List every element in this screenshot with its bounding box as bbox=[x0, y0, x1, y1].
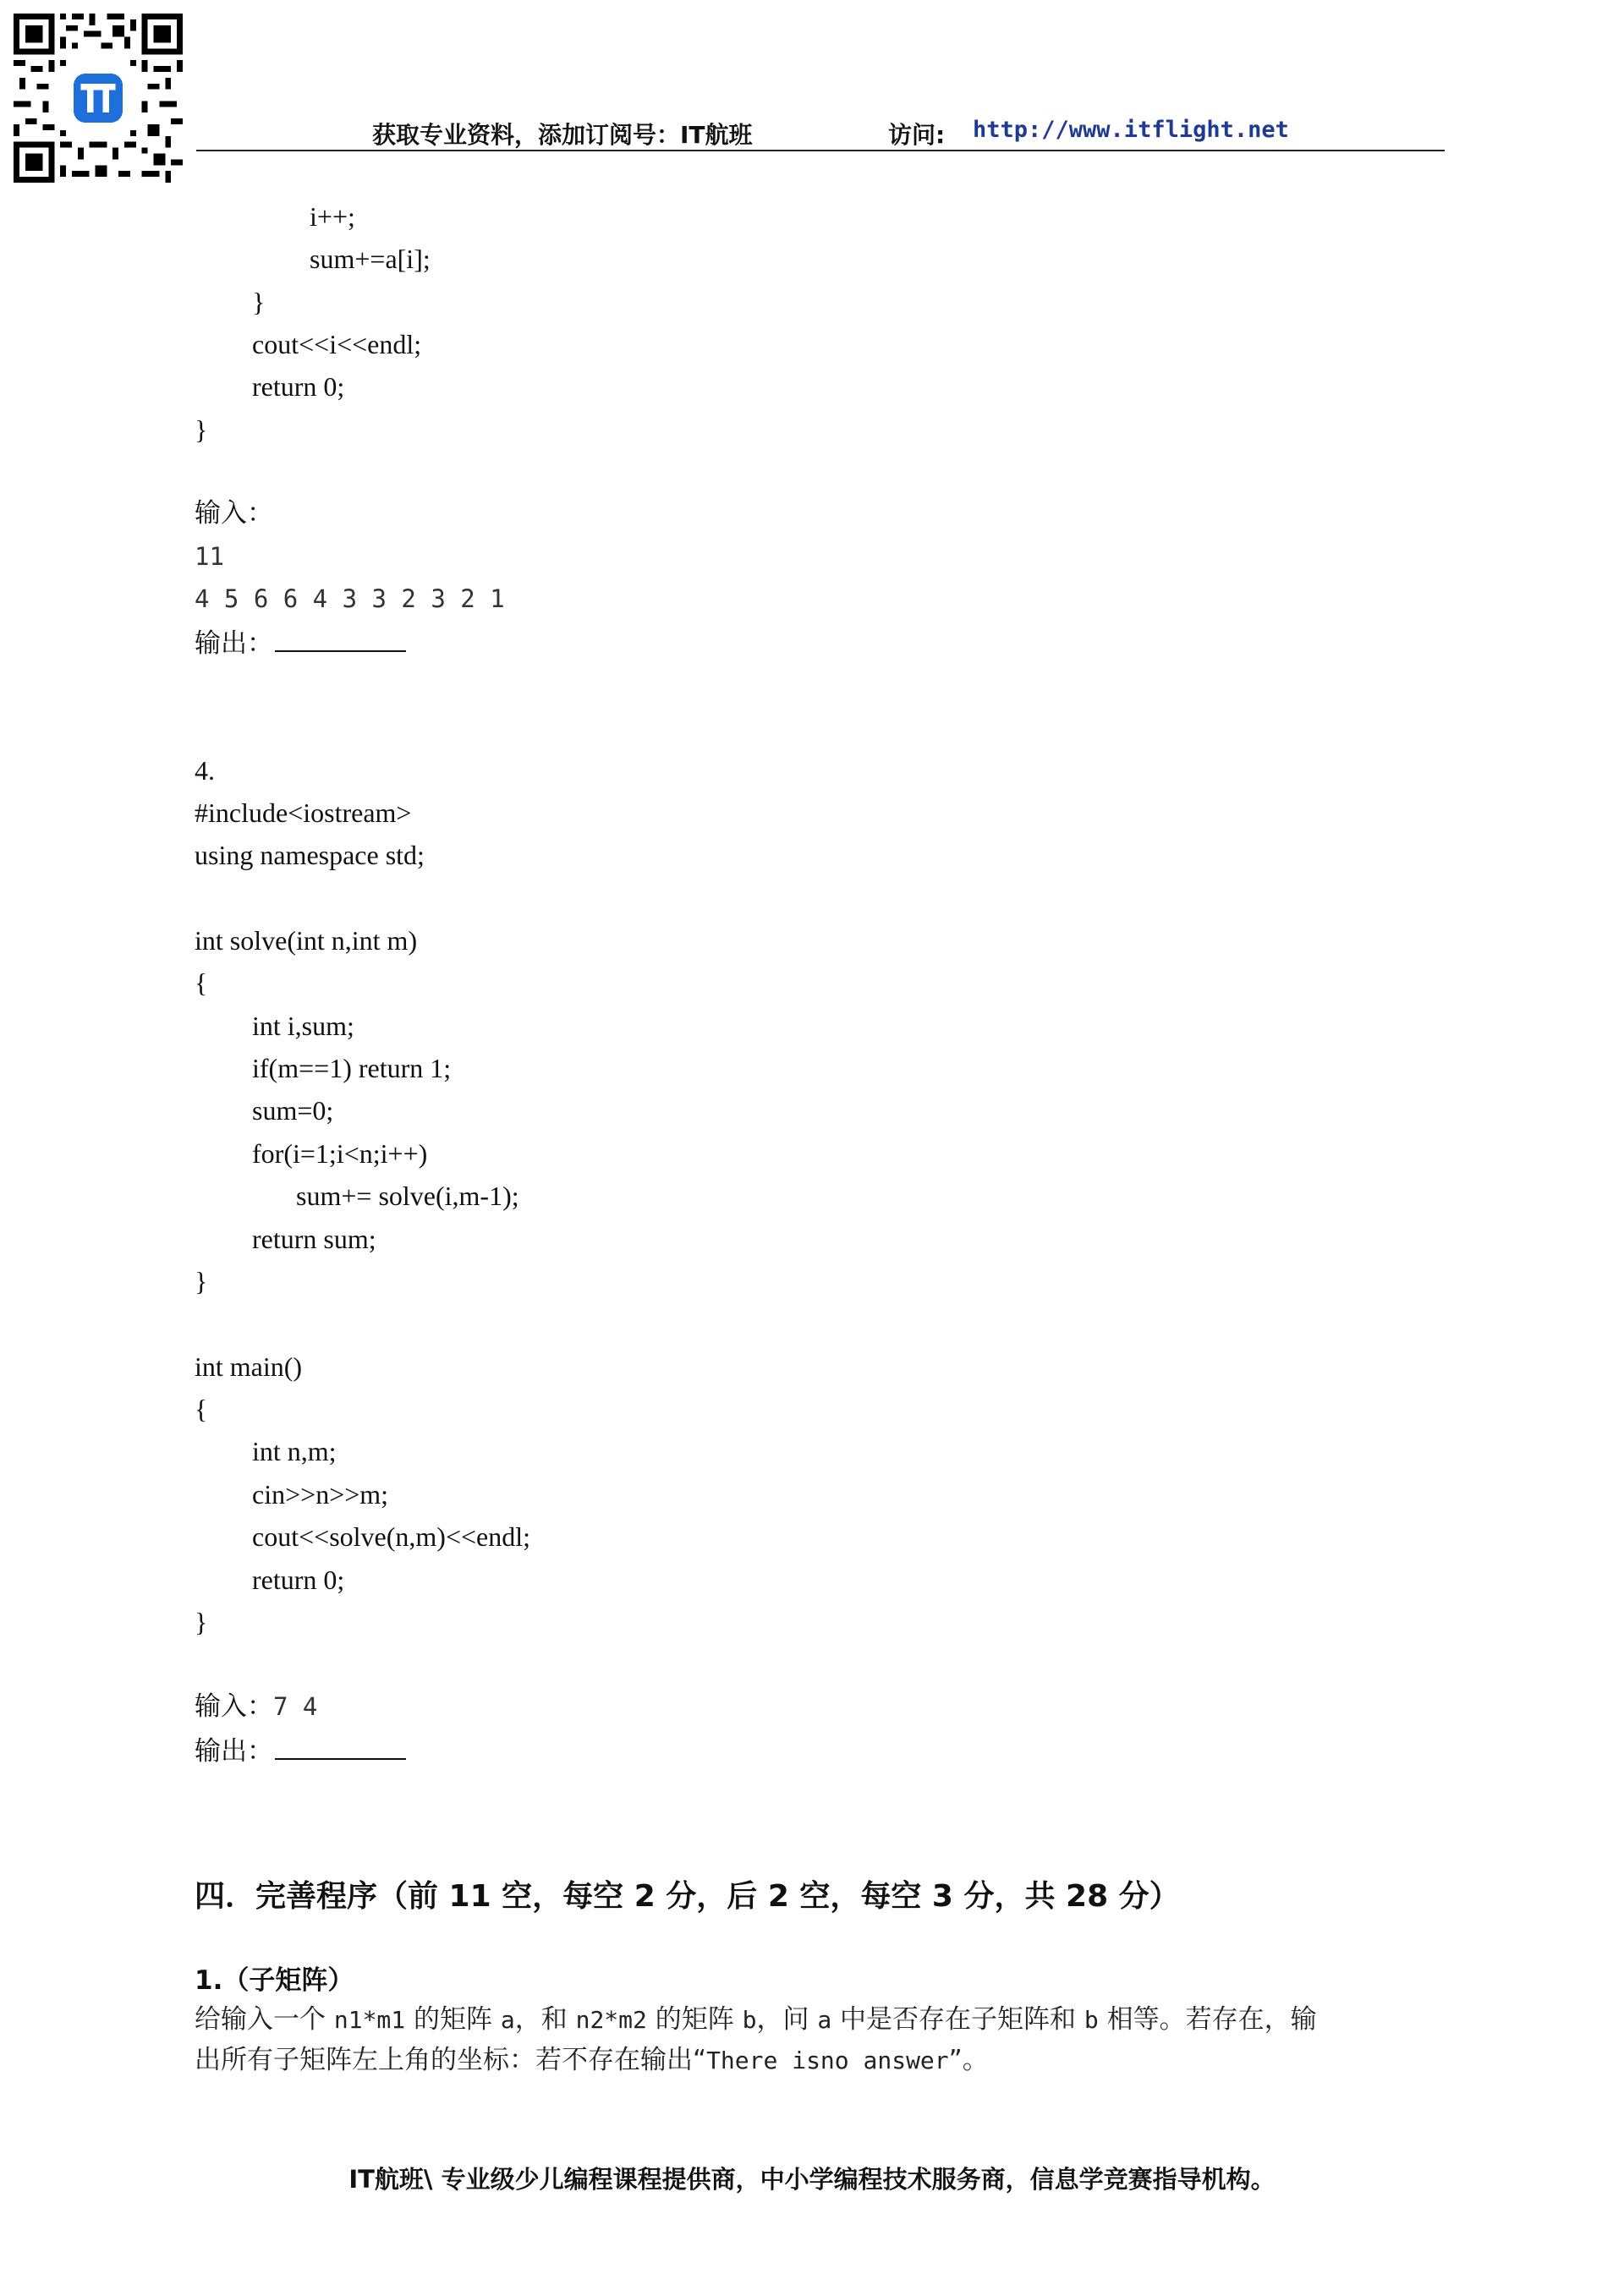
code-line: { bbox=[195, 967, 208, 998]
input-value: 4 5 6 6 4 3 3 2 3 2 1 bbox=[195, 584, 505, 613]
input-row bbox=[195, 1691, 318, 1722]
code-line: int main() bbox=[195, 1351, 303, 1382]
code-line: return 0; bbox=[252, 371, 345, 402]
header-url-link[interactable]: http://www.itflight.net bbox=[973, 117, 1289, 143]
input-value: 11 bbox=[195, 542, 224, 571]
header-divider bbox=[196, 150, 1445, 151]
code-line: if(m==1) return 1; bbox=[252, 1053, 452, 1083]
problem-number: 4. bbox=[195, 755, 215, 786]
code-line: } bbox=[195, 1266, 208, 1296]
code-line: int i,sum; bbox=[252, 1011, 354, 1041]
code-line: for(i=1;i<n;i++) bbox=[252, 1138, 428, 1169]
page-footer: IT航班\ 专业级少儿编程课程提供商，中小学编程技术服务商，信息学竞赛指导机构。 bbox=[348, 2165, 1276, 2194]
code-line: #include<iostream> bbox=[195, 797, 412, 828]
input-label: 输入： bbox=[195, 498, 273, 529]
code-line: { bbox=[195, 1394, 208, 1424]
code-line: int solve(int n,int m) bbox=[195, 925, 418, 956]
section-title: 四．完善程序（前 11 空，每空 2 分，后 2 空，每空 3 分，共 28 分） bbox=[195, 1879, 1180, 1914]
output-label: 输出： bbox=[195, 628, 273, 659]
output-row bbox=[195, 628, 406, 657]
header-subscribe-text: 获取专业资料，添加订阅号：IT航班 bbox=[372, 121, 753, 149]
problem-description-line2: 出所有子矩阵左上角的坐标：若不存在输出“There isno answer”。 bbox=[195, 2045, 989, 2075]
input-label: 输入： bbox=[195, 1691, 273, 1722]
answer-blank bbox=[275, 628, 406, 652]
code-line: int n,m; bbox=[252, 1436, 337, 1466]
problem-subtitle: 1.（子矩阵） bbox=[195, 1965, 354, 1996]
code-line: } bbox=[195, 1607, 208, 1637]
code-line: cout<<solve(n,m)<<endl; bbox=[252, 1521, 531, 1552]
header-visit-label: 访问: bbox=[888, 121, 946, 149]
code-line: sum+=a[i]; bbox=[310, 244, 431, 274]
code-line: return sum; bbox=[252, 1224, 376, 1254]
code-line: cout<<i<<endl; bbox=[252, 329, 422, 359]
output-label: 输出： bbox=[195, 1736, 273, 1767]
answer-blank bbox=[275, 1736, 406, 1760]
code-line: return 0; bbox=[252, 1564, 345, 1595]
code-line: i++; bbox=[310, 201, 355, 232]
code-line: sum+= solve(i,m-1); bbox=[296, 1181, 519, 1211]
output-row bbox=[195, 1736, 406, 1765]
code-line: using namespace std; bbox=[195, 840, 425, 870]
code-line: cin>>n>>m; bbox=[252, 1479, 389, 1510]
code-line: } bbox=[195, 414, 208, 445]
qr-code-image bbox=[14, 14, 183, 183]
input-value: 7 4 bbox=[273, 1692, 318, 1721]
code-line: sum=0; bbox=[252, 1095, 334, 1126]
problem-description-line1: 给输入一个 n1*m1 的矩阵 a，和 n2*m2 的矩阵 b，问 a 中是否存在子矩阵和 b 相等。若存在，输 bbox=[195, 2004, 1317, 2035]
code-line: } bbox=[252, 287, 266, 317]
